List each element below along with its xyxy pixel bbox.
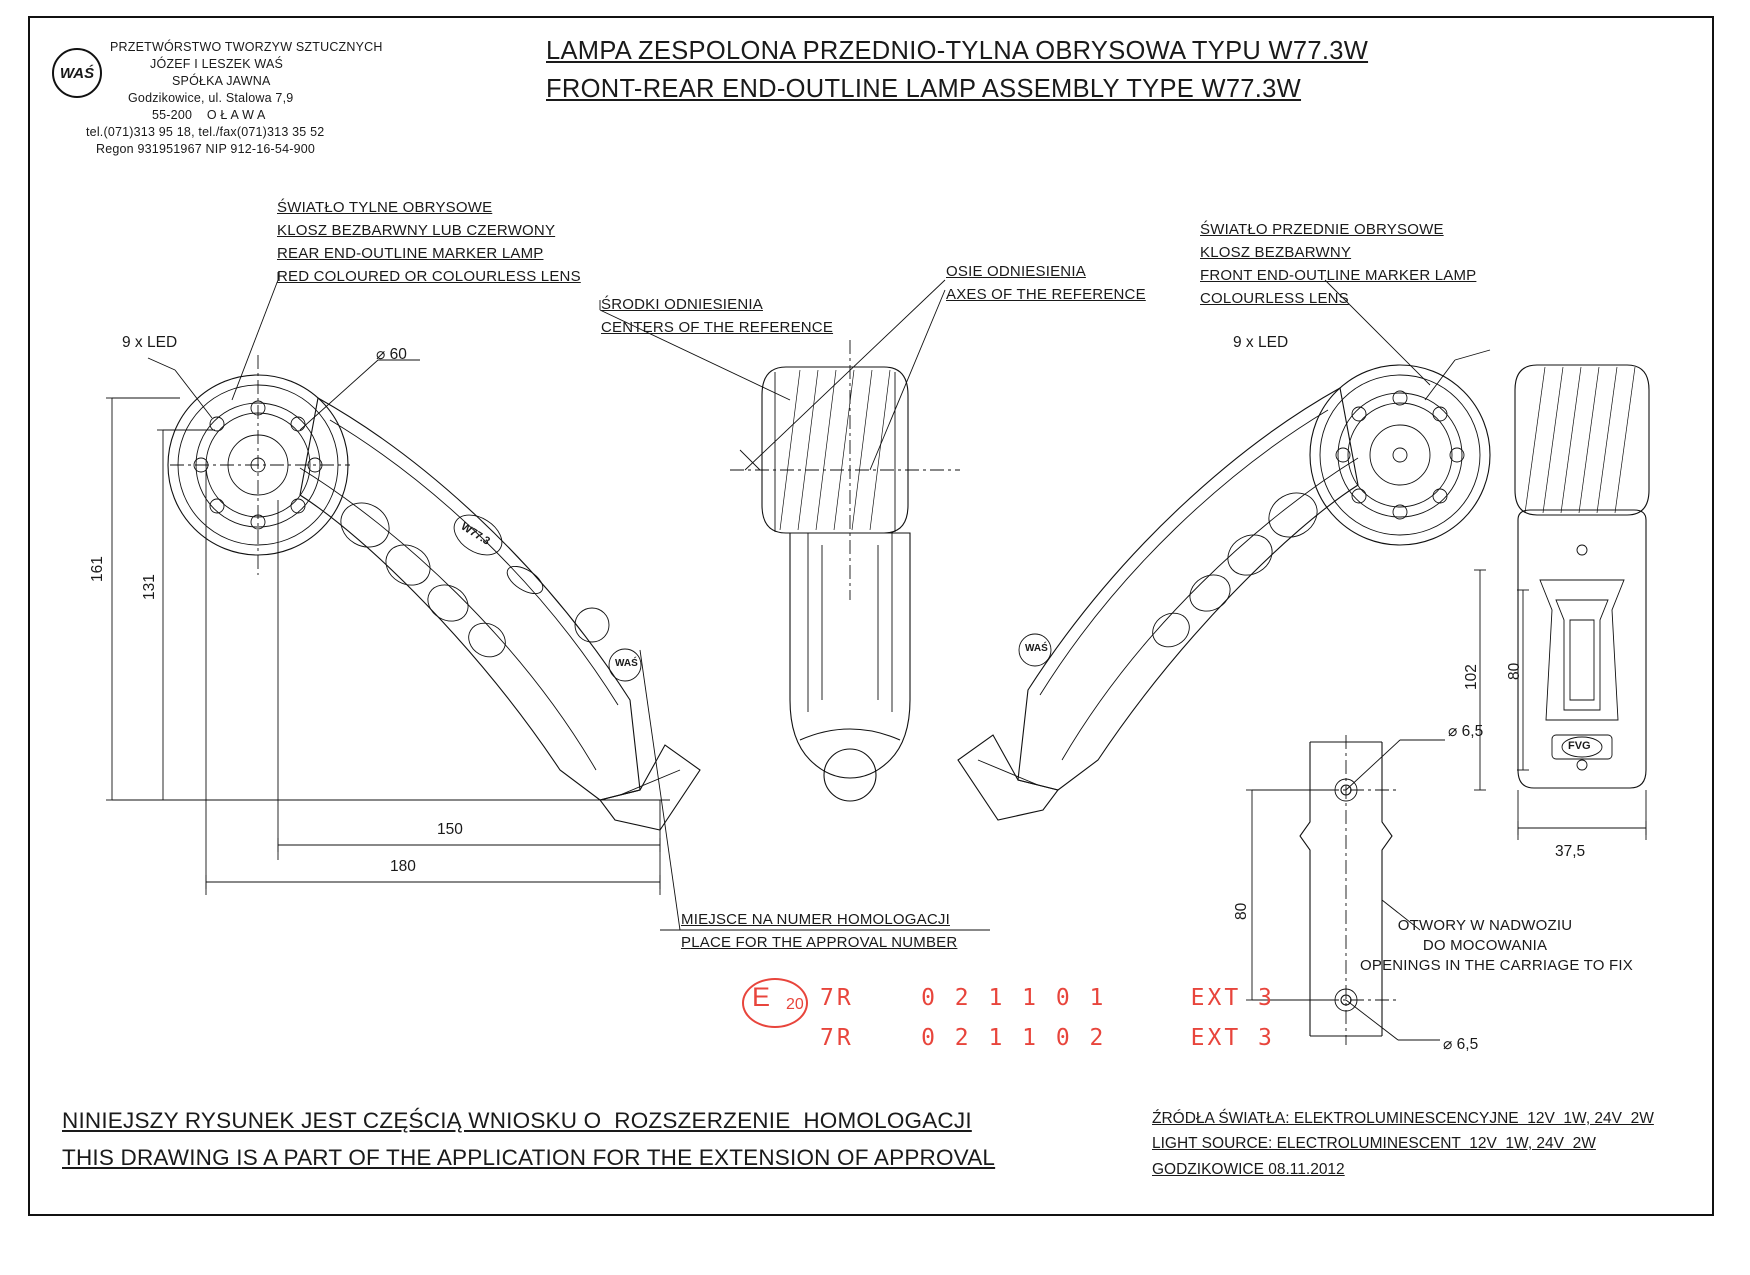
front-lamp-note-2: KLOSZ BEZBARWNY: [1200, 244, 1352, 261]
company-logo: [52, 48, 102, 98]
light-source-en: LIGHT SOURCE: ELECTROLUMINESCENT 12V 1W, 24V 2W: [1152, 1135, 1596, 1152]
dim-diameter-65-bottom: ⌀ 6,5: [1443, 1036, 1479, 1053]
e-mark-letter: E: [752, 982, 771, 1012]
company-line-6: tel.(071)313 95 18, tel./fax(071)313 35 52: [86, 125, 325, 139]
approval-place-note-2: PLACE FOR THE APPROVAL NUMBER: [681, 934, 958, 951]
light-source-pl: ŹRÓDŁA ŚWIATŁA: ELEKTROLUMINESCENCYJNE 12V 1W, 24V 2W: [1152, 1110, 1654, 1127]
company-line-7: Regon 931951967 NIP 912-16-54-900: [96, 142, 316, 156]
brand-badge-left: WAŚ: [615, 658, 638, 669]
axes-note-2: AXES OF THE REFERENCE: [946, 286, 1146, 303]
company-line-5: 55-200 O Ł A W A: [152, 108, 266, 122]
openings-note-1: OTWORY W NADWOZIU: [1397, 917, 1573, 934]
dim-131: 131: [141, 574, 158, 600]
dim-150: 150: [437, 821, 463, 838]
dim-161: 161: [89, 556, 106, 582]
company-line-1: PRZETWÓRSTWO TWORZYW SZTUCZNYCH: [110, 40, 383, 54]
approval-row-1: 7R 0 2 1 1 0 1 EXT 3: [820, 985, 1275, 1011]
footer-statement-pl: NINIEJSZY RYSUNEK JEST CZĘŚCIĄ WNIOSKU O ROZSZERZENIE HOMOLOGACJI: [62, 1108, 972, 1133]
openings-note-2: DO MOCOWANIA: [1422, 937, 1548, 954]
dim-102: 102: [1463, 664, 1480, 690]
footer-statement-en: THIS DRAWING IS A PART OF THE APPLICATION FOR THE EXTENSION OF APPROVAL: [62, 1145, 996, 1170]
lamp-type-badge: W77.3: [458, 520, 493, 548]
logo-text: WAŚ: [59, 64, 95, 82]
dim-180: 180: [390, 858, 416, 875]
company-line-4: Godzikowice, ul. Stalowa 7,9: [128, 91, 294, 105]
centers-note-1: ŚRODKI ODNIESIENIA: [601, 296, 763, 313]
company-line-3: SPÓŁKA JAWNA: [172, 74, 271, 88]
rear-lamp-note-3: REAR END-OUTLINE MARKER LAMP: [277, 245, 544, 262]
front-lamp-note-1: ŚWIATŁO PRZEDNIE OBRYSOWE: [1200, 221, 1444, 238]
led-label-left: 9 x LED: [122, 334, 178, 351]
approval-place-note-1: MIEJSCE NA NUMER HOMOLOGACJI: [681, 911, 950, 928]
fvg-badge: FVG: [1568, 740, 1591, 752]
title-en: FRONT-REAR END-OUTLINE LAMP ASSEMBLY TYPE W77.3W: [546, 75, 1302, 103]
company-line-2: JÓZEF I LESZEK WAŚ: [150, 57, 284, 71]
dim-diameter-65-top: ⌀ 6,5: [1448, 723, 1484, 740]
led-label-right: 9 x LED: [1233, 334, 1289, 351]
axes-note-1: OSIE ODNIESIENIA: [946, 263, 1086, 280]
place-date: GODZIKOWICE 08.11.2012: [1152, 1161, 1345, 1178]
centers-note-2: CENTERS OF THE REFERENCE: [601, 319, 834, 336]
rear-lamp-note-4: RED COLOURED OR COLOURLESS LENS: [277, 268, 581, 285]
dim-37-5: 37,5: [1555, 843, 1586, 860]
dim-diameter-60: ⌀ 60: [376, 346, 407, 363]
approval-row-2: 7R 0 2 1 1 0 2 EXT 3: [820, 1025, 1275, 1051]
front-lamp-note-3: FRONT END-OUTLINE MARKER LAMP: [1200, 267, 1477, 284]
front-lamp-note-4: COLOURLESS LENS: [1200, 290, 1349, 307]
dim-80-right: 80: [1506, 662, 1523, 680]
e-mark-number: 20: [786, 996, 804, 1013]
brand-badge-right: WAŚ: [1025, 643, 1048, 654]
title-pl: LAMPA ZESPOLONA PRZEDNIO-TYLNA OBRYSOWA TYPU W77.3W: [546, 37, 1369, 65]
dim-80-holes: 80: [1233, 902, 1250, 920]
rear-lamp-note-1: ŚWIATŁO TYLNE OBRYSOWE: [277, 199, 493, 216]
rear-lamp-note-2: KLOSZ BEZBARWNY LUB CZERWONY: [277, 222, 556, 239]
openings-note-3: OPENINGS IN THE CARRIAGE TO FIX: [1360, 957, 1633, 974]
